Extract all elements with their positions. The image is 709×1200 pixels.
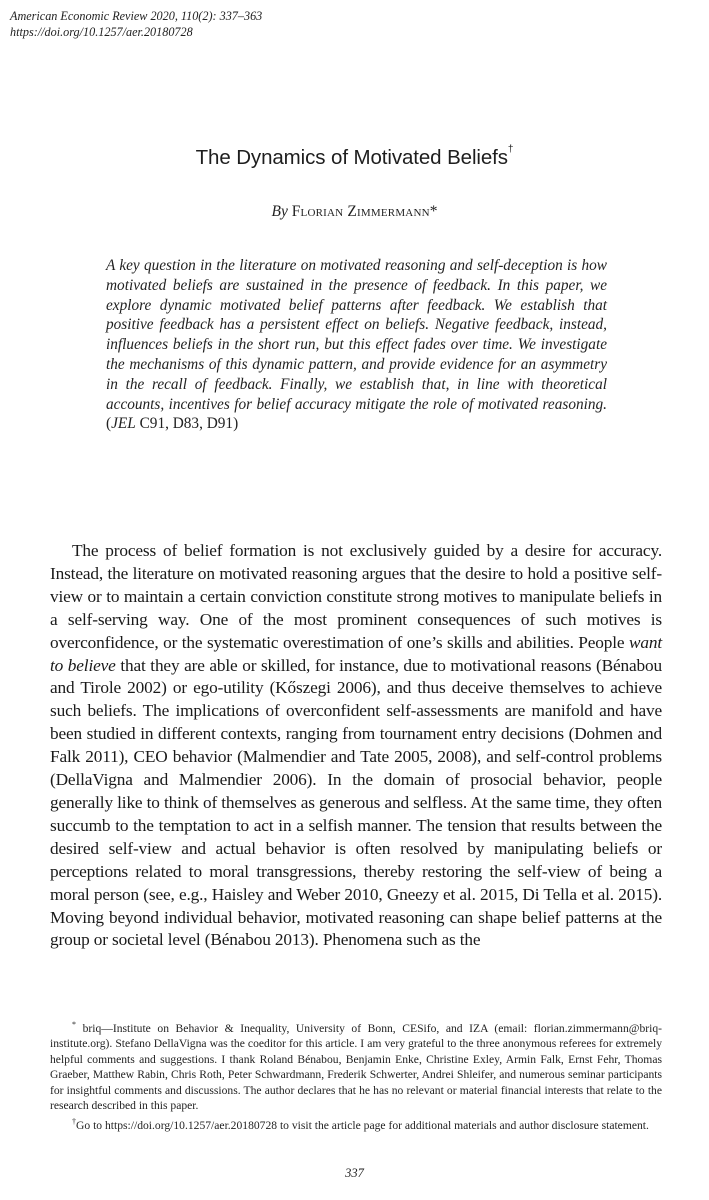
jel-label: JEL	[111, 415, 136, 433]
paper-title	[0, 146, 709, 170]
author-footnote-symbol: *	[72, 1020, 76, 1029]
journal-citation: American Economic Review 2020, 110(2): 337–363	[10, 9, 263, 23]
title-footnote-marker: †	[507, 144, 514, 155]
byline-prefix: By	[271, 203, 288, 220]
jel-open-paren: (	[106, 415, 112, 433]
emphasis-text: want to believe	[50, 632, 662, 675]
intro-paragraph	[50, 540, 662, 952]
journal-header	[10, 9, 262, 40]
paper-title-text: The Dynamics of Motivated Beliefs	[195, 146, 508, 169]
abstract	[106, 256, 607, 434]
paragraph-text-part1: The process of belief formation is not exclusively guided by a desire for accuracy. Instead, the literature on motivated reasoning argues that the desire to hold a positive self-view or to maintain a certain conviction constitute strong motives to manipulate beliefs in a self-serving way. One of the most prominent consequences of such motives is overconfidence, or the systematic overestimation of one’s skills and abilities. People	[50, 541, 662, 652]
jel-code-list: C91, D83, D91)	[135, 415, 239, 433]
body-text	[50, 540, 662, 952]
author-footnote	[50, 1017, 662, 1114]
author-footnote-marker: *	[429, 203, 438, 220]
title-footnote	[50, 1114, 662, 1133]
abstract-text: A key question in the literature on motivated reasoning and self-deception is how motivated beliefs are sustained in the presence of feedback. In this paper, we explore dynamic motivated belief patterns after feedback. We establish that positive feedback has a persistent effect on beliefs. Negative feedback, instead, influences beliefs in the short run, but this effect fades over time. We investigate the mechanisms of this dynamic pattern, and provide evidence for an asymmetry in the recall of feedback. Finally, we establish that, in line with theoretical accounts, incentives for belief accuracy mitigate the role of motivated reasoning.	[106, 257, 607, 413]
paragraph-text-part2: that they are able or skilled, for instance, due to motivational reasons (Bénabou and Tirole 2002) or ego-utility (Kőszegi 2006), and thus deceive themselves to achieve such beliefs. The implications of overconfident self-assessments are manifold and have been studied in different contexts, ranging from tournament entry decisions (Dohmen and Falk 2011), CEO behavior (Malmendier and Tate 2005, 2008), and self-control problems (DellaVigna and Malmendier 2006). In the domain of prosocial behavior, people generally like to think of themselves as generous and selfless. At the same time, they often succumb to the temptation to act in a selfish manner. The tension that results between the desired self-view and actual behavior is often resolved by manipulating beliefs or perceptions related to moral transgressions, thereby restoring the self-view of being a moral person (see, e.g., Haisley and Weber 2010, Gneezy et al. 2015, Di Tella et al. 2015). Moving beyond individual behavior, motivated reasoning can shape belief patterns at the group or societal level (Bénabou 2013). Phenomena such as the	[50, 655, 662, 950]
title-footnote-symbol: †	[72, 1116, 76, 1126]
doi-link[interactable]: https://doi.org/10.1257/aer.20180728	[10, 24, 193, 39]
title-footnote-text: Go to https://doi.org/10.1257/aer.20180728 to visit the article page for additional materials and author disclosure statement.	[76, 1118, 649, 1132]
author-name: Florian Zimmermann	[291, 203, 430, 220]
page-number: 337	[345, 1166, 364, 1180]
jel-codes	[106, 415, 238, 432]
author-footnote-text: briq—Institute on Behavior & Inequality, University of Bonn, CESifo, and IZA (email: florian.zimmermann@briq-institute.org). Stefano DellaVigna was the coeditor for this article. I am very grateful to the three anonymous referees for extremely helpful comments and suggestions. I thank Roland Bénabou, Benjamin Enke, Christine Exley, Armin Falk, Ernst Fehr, Thomas Graeber, Matthew Rabin, Chris Roth, Peter Schwardmann, Frederik Schwerter, Andrei Shleifer, and numerous seminar participants for insightful comments and discussions. The author declares that he has no relevant or material financial interests that relate to the research described in this paper.	[50, 1021, 662, 1113]
footnotes	[50, 1017, 662, 1133]
author-byline	[0, 203, 709, 221]
